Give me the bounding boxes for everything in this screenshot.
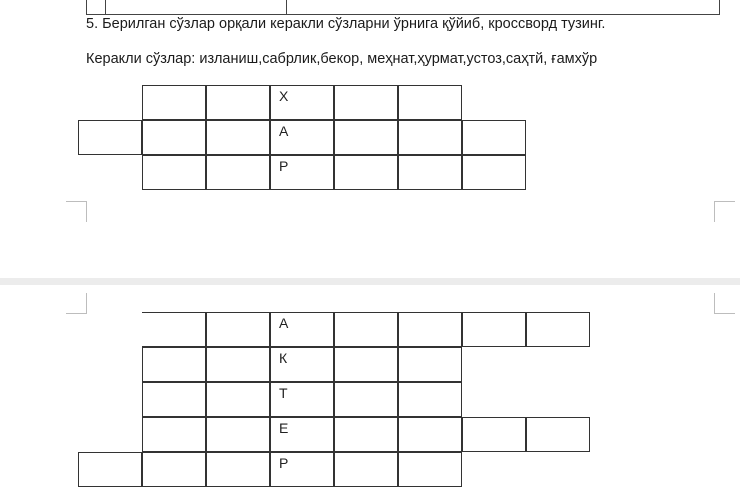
crossword-cell[interactable] xyxy=(398,312,462,347)
crossword-cell[interactable] xyxy=(398,452,462,487)
crossword-cell[interactable] xyxy=(462,312,526,347)
crossword-cell[interactable] xyxy=(142,452,206,487)
crossword-cell[interactable] xyxy=(142,347,206,382)
crossword-cell[interactable] xyxy=(334,452,398,487)
crossword-cell[interactable] xyxy=(78,452,142,487)
table-divider xyxy=(286,0,287,14)
crossword-cell[interactable] xyxy=(206,452,270,487)
crossword-cell[interactable] xyxy=(462,417,526,452)
crossword-cell[interactable] xyxy=(526,312,590,347)
page-margin-corner-mark xyxy=(66,201,87,222)
crossword-cell[interactable] xyxy=(206,85,270,120)
crossword-cell[interactable] xyxy=(206,120,270,155)
crossword-cell[interactable] xyxy=(142,312,206,347)
crossword-cell[interactable] xyxy=(398,347,462,382)
crossword-cell[interactable] xyxy=(142,382,206,417)
page-margin-corner-mark xyxy=(66,293,87,314)
crossword-cell[interactable] xyxy=(206,312,270,347)
key-letter: Р xyxy=(279,455,289,471)
crossword-key-cell[interactable] xyxy=(270,120,334,155)
crossword-cell[interactable] xyxy=(78,120,142,155)
crossword-key-cell[interactable] xyxy=(270,155,334,190)
table-divider xyxy=(105,0,106,14)
key-letter: К xyxy=(279,350,288,366)
crossword-cell[interactable] xyxy=(206,347,270,382)
crossword-key-cell[interactable] xyxy=(270,347,334,382)
crossword-cell[interactable] xyxy=(526,417,590,452)
crossword-cell[interactable] xyxy=(462,155,526,190)
crossword-cell[interactable] xyxy=(334,85,398,120)
crossword-cell[interactable] xyxy=(334,382,398,417)
crossword-cell[interactable] xyxy=(142,85,206,120)
crossword-key-cell[interactable] xyxy=(270,382,334,417)
crossword-cell[interactable] xyxy=(398,417,462,452)
crossword-cell[interactable] xyxy=(142,417,206,452)
word-list: Керакли сўзлар: изланиш,сабрлик,бекор, меҳнат,ҳурмат,устоз,саҳтй, ғамхўр xyxy=(86,51,598,67)
crossword-cell[interactable] xyxy=(398,155,462,190)
crossword-cell[interactable] xyxy=(206,417,270,452)
crossword-key-cell[interactable] xyxy=(270,85,334,120)
crossword-cell[interactable] xyxy=(142,120,206,155)
page-margin-corner-mark xyxy=(714,293,735,314)
crossword-cell[interactable] xyxy=(206,155,270,190)
crossword-cell[interactable] xyxy=(334,120,398,155)
crossword-cell[interactable] xyxy=(142,155,206,190)
crossword-cell[interactable] xyxy=(398,382,462,417)
key-letter: А xyxy=(279,123,289,139)
crossword-cell[interactable] xyxy=(334,312,398,347)
page-margin-corner-mark xyxy=(714,201,735,222)
crossword-cell[interactable] xyxy=(334,347,398,382)
crossword-cell[interactable] xyxy=(206,382,270,417)
key-letter: Р xyxy=(279,158,289,174)
key-letter: А xyxy=(279,315,289,331)
crossword-cell[interactable] xyxy=(334,155,398,190)
task-instruction: 5. Берилган сўзлар орқали керакли сўзларни ўрнига қўйиб, кроссворд тузинг. xyxy=(86,16,606,32)
key-letter: Е xyxy=(279,420,289,436)
crossword-key-cell[interactable] xyxy=(270,417,334,452)
key-letter: Х xyxy=(279,88,289,104)
document-page-2 xyxy=(0,285,740,497)
crossword-cell[interactable] xyxy=(398,120,462,155)
key-letter: Т xyxy=(279,385,288,401)
crossword-key-cell[interactable] xyxy=(270,312,334,347)
crossword-cell[interactable] xyxy=(398,85,462,120)
crossword-cell[interactable] xyxy=(334,417,398,452)
previous-table-bottom xyxy=(86,0,720,15)
crossword-cell[interactable] xyxy=(462,120,526,155)
crossword-key-cell[interactable] xyxy=(270,452,334,487)
page-break-gap xyxy=(0,278,740,285)
